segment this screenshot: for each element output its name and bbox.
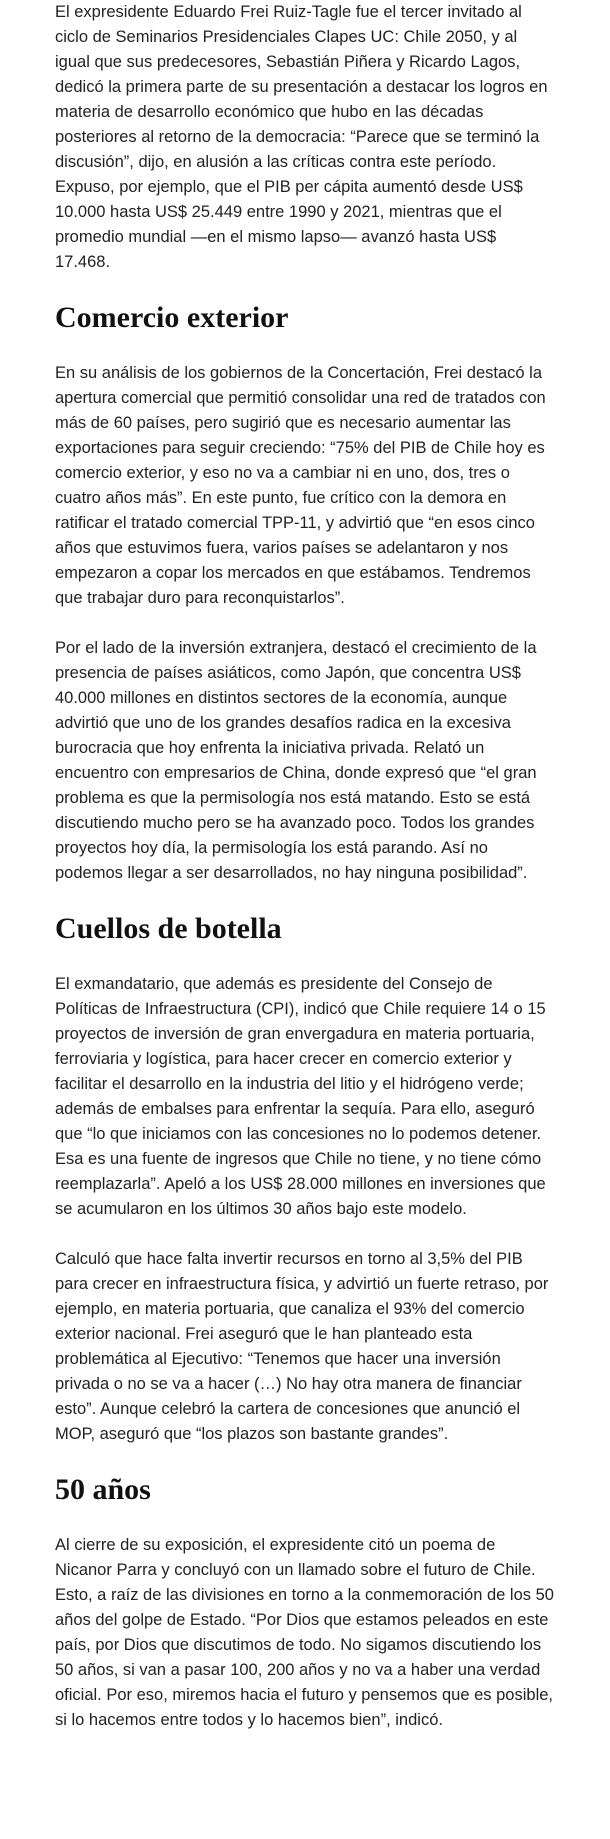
- paragraph-cuellos-1: El exmandatario, que además es presidente del Consejo de Políticas de Infraestructura (CPI), indicó que Chile requiere 14 o 15 proyectos de inversión de gran envergadura en materia portuaria, ferroviaria y logística, para hacer crecer en comercio exterior y facilitar el desarrollo en la industria del litio y el hidrógeno verde; además de embalses para enfrentar la sequía. Para ello, aseguró que “lo que iniciamos con las concesiones no lo podemos detener. Esa es una fuente de ingresos que Chile no tiene, y no tiene cómo reemplazarla”. Apeló a los US$ 28.000 millones en inversiones que se acumularon en los últimos 30 años bajo este modelo.: [55, 975, 546, 1218]
- article-body: [55, 0, 555, 1733]
- paragraph-comercio-2: Por el lado de la inversión extranjera, destacó el crecimiento de la presencia de países asiáticos, como Japón, que concentra US$ 40.000 millones en distintos sectores de la economía, aunque advirtió que uno de los grandes desafíos radica en la excesiva burocracia que hoy enfrenta la iniciativa privada. Relató un encuentro con empresarios de China, donde expresó que “el gran problema es que la permisología nos está matando. Esto se está discutiendo mucho pero se ha avanzado poco. Todos los grandes proyectos hoy día, la permisología los está parando. Así no podemos llegar a ser desarrollados, no hay ninguna posibilidad”.: [55, 639, 537, 882]
- paragraph-50-anos: Al cierre de su exposición, el expresidente citó un poema de Nicanor Parra y concluyó con un llamado sobre el futuro de Chile. Esto, a raíz de las divisiones en torno a la conmemoración de los 50 años del golpe de Estado. “Por Dios que estamos peleados en este país, por Dios que discutimos de todo. No sigamos discutiendo los 50 años, si van a pasar 100, 200 años y no va a haber una verdad oficial. Por eso, miremos hacia el futuro y pensemos que es posible, si lo hacemos entre todos y lo hacemos bien”, indicó.: [55, 1536, 554, 1729]
- paragraph-cuellos-2: Calculó que hace falta invertir recursos en torno al 3,5% del PIB para crecer en infraestructura física, y advirtió un fuerte retraso, por ejemplo, en materia portuaria, que canaliza el 93% del comercio exterior nacional. Frei aseguró que le han planteado esta problemática al Ejecutivo: “Tenemos que hacer una inversión privada o no se va a hacer (…) No hay otra manera de financiar esto”. Aunque celebró la cartera de concesiones que anunció el MOP, aseguró que “los plazos son bastante grandes”.: [55, 1250, 549, 1443]
- paragraph-comercio-1: En su análisis de los gobiernos de la Concertación, Frei destacó la apertura comercial que permitió consolidar una red de tratados con más de 60 países, pero sugirió que es necesario aumentar las exportaciones para seguir creciendo: “75% del PIB de Chile hoy es comercio exterior, y eso no va a cambiar ni en uno, dos, tres o cuatro años más”. En este punto, fue crítico con la demora en ratificar el tratado comercial TPP-11, y advirtió que “en esos cinco años que estuvimos fuera, varios países se adelantaron y nos empezaron a copar los mercados en que estábamos. Tendremos que trabajar duro para reconquistarlos”.: [55, 364, 546, 607]
- heading-50-anos: 50 años: [55, 1473, 151, 1506]
- intro-paragraph: El expresidente Eduardo Frei Ruiz-Tagle fue el tercer invitado al ciclo de Seminarios Presidenciales Clapes UC: Chile 2050, y al igual que sus predecesores, Sebastián Piñera y Ricardo Lagos, dedicó la primera parte de su presentación a destacar los logros en materia de desarrollo económico que hubo en las décadas posteriores al retorno de la democracia: “Parece que se terminó la discusión”, dijo, en alusión a las críticas contra este período. Expuso, por ejemplo, que el PIB per cápita aumentó desde US$ 10.000 hasta US$ 25.449 entre 1990 y 2021, mientras que el promedio mundial —en el mismo lapso— avanzó hasta US$ 17.468.: [55, 3, 548, 271]
- heading-cuellos-de-botella: Cuellos de botella: [55, 912, 282, 945]
- heading-comercio-exterior: Comercio exterior: [55, 301, 289, 334]
